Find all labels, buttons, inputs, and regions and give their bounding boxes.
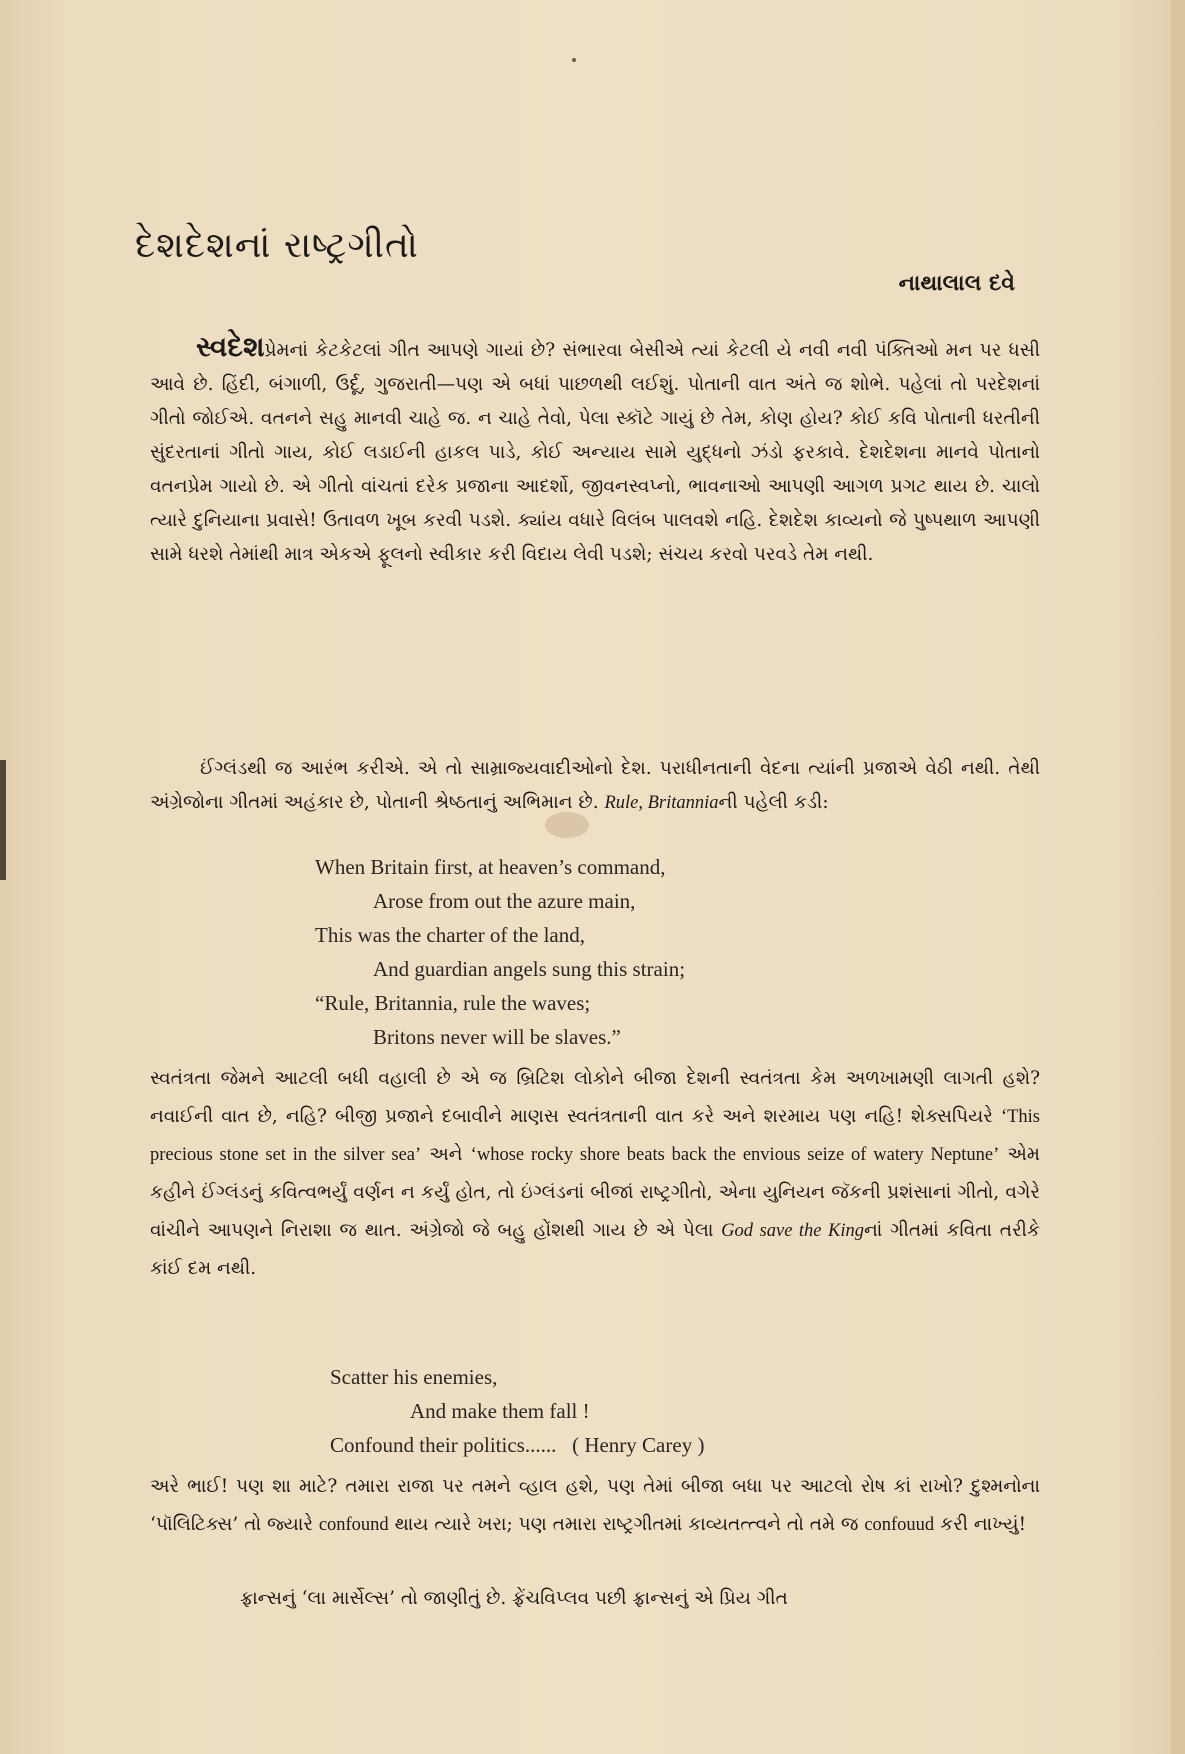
paragraph-text: ઈંગ્લંડથી જ આરંભ કરીએ. એ તો સામ્રાજ્યવાદીઓનો દેશ. પરાધીનતાની વેદના ત્યાંની પ્રજાએ વેઠી નથી. તેથી અંગ્રેજોના ગીતમાં અહંકાર છે, પોતાની શ્રેષ્ઠતાનું અભિમાન છે.	[150, 758, 1040, 813]
paragraph-rebuke	[150, 1468, 1040, 1544]
poem-attribution: ( Henry Carey )	[572, 1433, 705, 1457]
paragraph-text: નાં ગીતમાં કવિતા તરીકે કાંઈ દમ નથી.	[150, 1220, 1040, 1279]
paragraph-text: કરી નાખ્યું!	[940, 1514, 1027, 1535]
article-author: નાથાલાલ દવે	[898, 270, 1015, 296]
poem-line: Arose from out the azure main,	[373, 889, 636, 913]
paragraph-text: એમ કહીને ઈંગ્લંડનું કવિત્વભર્યું વર્ણન ન કર્યું હોત, તો ઇંગ્લંડનાં બીજાં રાષ્ટ્રગીતો, એના યુનિયન જૅકની પ્રશંસાનાં ગીતો, વગેરે વાંચીને આપણને નિરાશા જ થાત. અંગ્રેજો જે બહુ હોંશથી ગાય છે એ પેલા	[150, 1144, 1040, 1241]
paragraph-text: સ્વતંત્રતા જેમને આટલી બધી વહાલી છે એ જ બ્રિટિશ લોકોને બીજા દેશની સ્વતંત્રતા કેમ અળખામણી લાગતી હશે? નવાઈની વાત છે, નહિ? બીજી પ્રજાને દબાવીને માણસ સ્વતંત્રતાની વાત કરે અને શરમાય પણ નહિ! શેક્સપિયરે	[150, 1068, 1040, 1127]
poem-line: Britons never will be slaves.”	[373, 1025, 621, 1049]
paragraph-freedom	[150, 1060, 1040, 1288]
paragraph-text: ની પહેલી કડી:	[718, 792, 829, 813]
italic-title: Rule, Britannia	[604, 793, 719, 813]
english-quote: ‘This precious stone set in the silver sea’	[150, 1107, 1040, 1165]
paragraph-england	[150, 752, 1040, 820]
poem-line: Scatter his enemies,	[330, 1365, 498, 1389]
poem-line	[330, 1428, 704, 1462]
english-quote: ‘whose rocky shore beats back the envious seize of watery Neptune’	[470, 1145, 1000, 1165]
poem-god-save-the-king	[330, 1360, 704, 1462]
print-mark	[572, 58, 576, 62]
page-edge	[1171, 0, 1185, 1754]
drop-word: સ્વદેશ	[196, 330, 265, 363]
poem-line: And guardian angels sung this strain;	[373, 957, 686, 981]
poem-line: And make them fall !	[410, 1399, 590, 1423]
poem-line-text: Confound their politics......	[330, 1433, 557, 1457]
paragraph-text: ફ્રાન્સનું ‘લા માર્સેલ્સ’ તો જાણીતું છે. ફ્રેંચવિપ્લવ પછી ફ્રાન્સનું એ પ્રિય ગીત	[240, 1588, 788, 1609]
poem-line: This was the charter of the land,	[315, 923, 585, 947]
poem-line: When Britain first, at heaven’s command,	[315, 855, 666, 879]
poem-line: “Rule, Britannia, rule the waves;	[315, 991, 591, 1015]
paragraph-text: થાય ત્યારે ખરા; પણ તમારા રાષ્ટ્રગીતમાં કાવ્યતત્ત્વને તો તમે જ	[394, 1514, 859, 1535]
english-word: confouud	[864, 1515, 935, 1535]
paragraph-text: અને	[429, 1144, 463, 1165]
paragraph-text: અરે ભાઈ! પણ શા માટે? તમારા રાજા પર તમને વ્હાલ હશે, પણ તેમાં બીજા બધા પર આટલો રોષ કાં રાખો? દુશ્મનોના ‘પૉલિટિક્સ’ તો જ્યારે	[150, 1476, 1040, 1535]
article-title: દેશદેશનાં રાષ્ટ્રગીતો	[135, 225, 419, 266]
poem-rule-britannia	[315, 850, 685, 1054]
italic-title: God save the King	[721, 1221, 864, 1241]
paragraph-intro	[150, 330, 1040, 572]
english-word: confound	[318, 1515, 389, 1535]
paragraph-text: પ્રેમનાં કેટકેટલાં ગીત આપણે ગાયાં છે? સંભારવા બેસીએ ત્યાં કેટલી યે નવી નવી પંક્તિઓ મન પર ધસી આવે છે. હિંદી, બંગાળી, ઉર્દૂ, ગુજરાતી—પણ એ બધાં પાછળથી લઈશું. પોતાની વાત અંતે જ શોભે. પહેલાં તો પરદેશનાં ગીતો જોઈએ. વતનને સહુ માનવી ચાહે જ. ન ચાહે તેવો, પેલા સ્કૉટે ગાયું છે તેમ, કોણ હોય? કોઈ કવિ પોતાની ધરતીની સુંદરતાનાં ગીતો ગાય, કોઈ લડાઈની હાકલ પાડે, કોઈ અન્યાય સામે યુદ્ધનો ઝંડો ફરકાવે. દેશદેશના માનવે પોતાનો વતનપ્રેમ ગાયો છે. એ ગીતો વાંચતાં દરેક પ્રજાના આદર્શો, જીવનસ્વપ્નો, ભાવનાઓ આપણી આગળ પ્રગટ થાય છે. ચાલો ત્યારે દુનિયાના પ્રવાસે! ઉતાવળ ખૂબ કરવી પડશે. ક્યાંય વધારે વિલંબ પાલવશે નહિ. દેશદેશ કાવ્યનો જે પુષ્પથાળ આપણી સામે ધરશે તેમાંથી માત્ર એકએ ફૂલનો સ્વીકાર કરી વિદાય લેવી પડશે; સંચય કરવો પરવડે તેમ નથી.	[150, 340, 1040, 565]
page-edge-shadow	[0, 760, 6, 880]
paragraph-france	[150, 1582, 1040, 1616]
